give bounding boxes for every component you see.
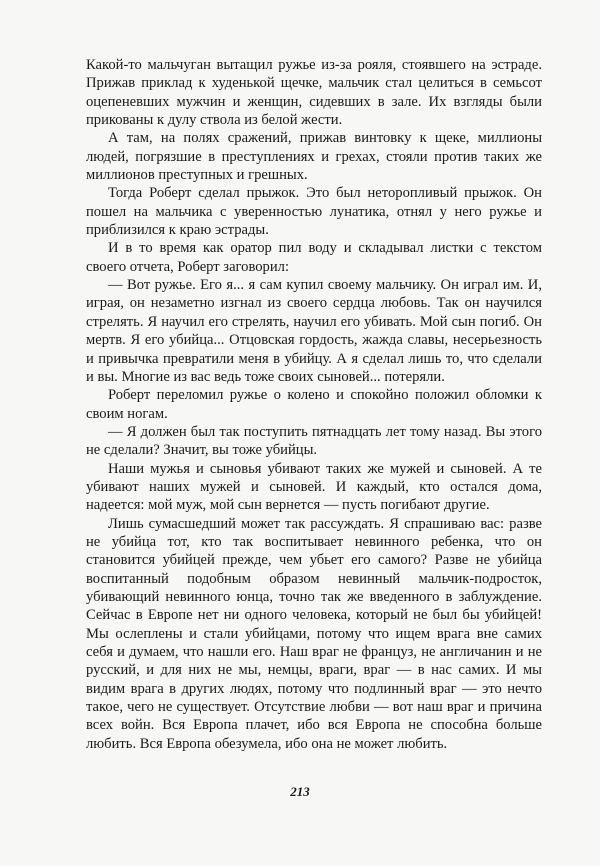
paragraph: Какой-то мальчуган вытащил ружье из-за рояля, стоявшего на эстраде. Прижав приклад к худенькой щечке, мальчик стал целиться в семьсот оцепеневших мужчин и женщин, сидевших в зале. Их взгляды были прикованы к дулу ствола из белой жести.	[86, 57, 542, 129]
paragraph: Роберт переломил ружье о колено и спокойно положил обломки к своим ногам.	[86, 387, 542, 422]
paragraph: А там, на полях сражений, прижав винтовку к щеке, миллионы людей, погрязшие в преступлениях и грехах, стояли против таких же миллионов преступных и грешных.	[86, 130, 542, 184]
paragraph: Лишь сумасшедший может так рассуждать. Я спрашиваю вас: разве не убийца тот, кто так воспитывает невинного ребенка, что он становится убийцей прежде, чем убьет его самого? Разве не убийца воспитанный подобным образом невинный мальчик-подросток, убивающий невинного юнца, точно так же введенного в заблуждение. Сейчас в Европе нет ни одного человека, который не был бы убийцей! Мы ослеплены и стали убийцами, потому что ищем врага вне самих себя и думаем, что нашли его. Наш враг не француз, не англичанин и не русский, и для них не мы, немцы, враги, враг — в нас самих. И мы видим врага в других людях, потому что подлинный враг — это нечто такое, чего не существует. Отсутствие любви — вот наш враг и причина всех войн. Вся Европа плачет, ибо вся Европа не способна больше любить. Вся Европа обезумела, ибо она не может любить.	[86, 515, 542, 752]
paragraph: — Вот ружье. Его я... я сам купил своему мальчику. Он играл им. И, играя, он незаметно изгнал из своего сердца любовь. Так он научился стрелять. Я научил его стрелять, научил его убивать. Мой сын погиб. Он мертв. Я его убийца... Отцовская гордость, жажда славы, несерьезность и привычка превратили меня в убийцу. А я сделал лишь то, что сделали и вы. Многие из вас ведь тоже своих сыновей... потеряли.	[86, 277, 542, 385]
paragraph: И в то время как оратор пил воду и складывал листки с текстом своего отчета, Роберт заговорил:	[86, 240, 542, 275]
paragraph: Тогда Роберт сделал прыжок. Это был неторопливый прыжок. Он пошел на мальчика с уверенностью лунатика, отнял у него ружье и приблизился к краю эстрады.	[86, 185, 542, 239]
page-number: 213	[290, 784, 310, 799]
paragraph: Наши мужья и сыновья убивают таких же мужей и сыновей. А те убивают наших мужей и сыновей. И каждый, кто остался дома, надеется: мой муж, мой сын вернется — пусть погибают другие.	[86, 460, 542, 514]
main-text	[86, 56, 542, 753]
paragraph: — Я должен был так поступить пятнадцать лет тому назад. Вы этого не сделали? Значит, вы тоже убийцы.	[86, 423, 542, 459]
